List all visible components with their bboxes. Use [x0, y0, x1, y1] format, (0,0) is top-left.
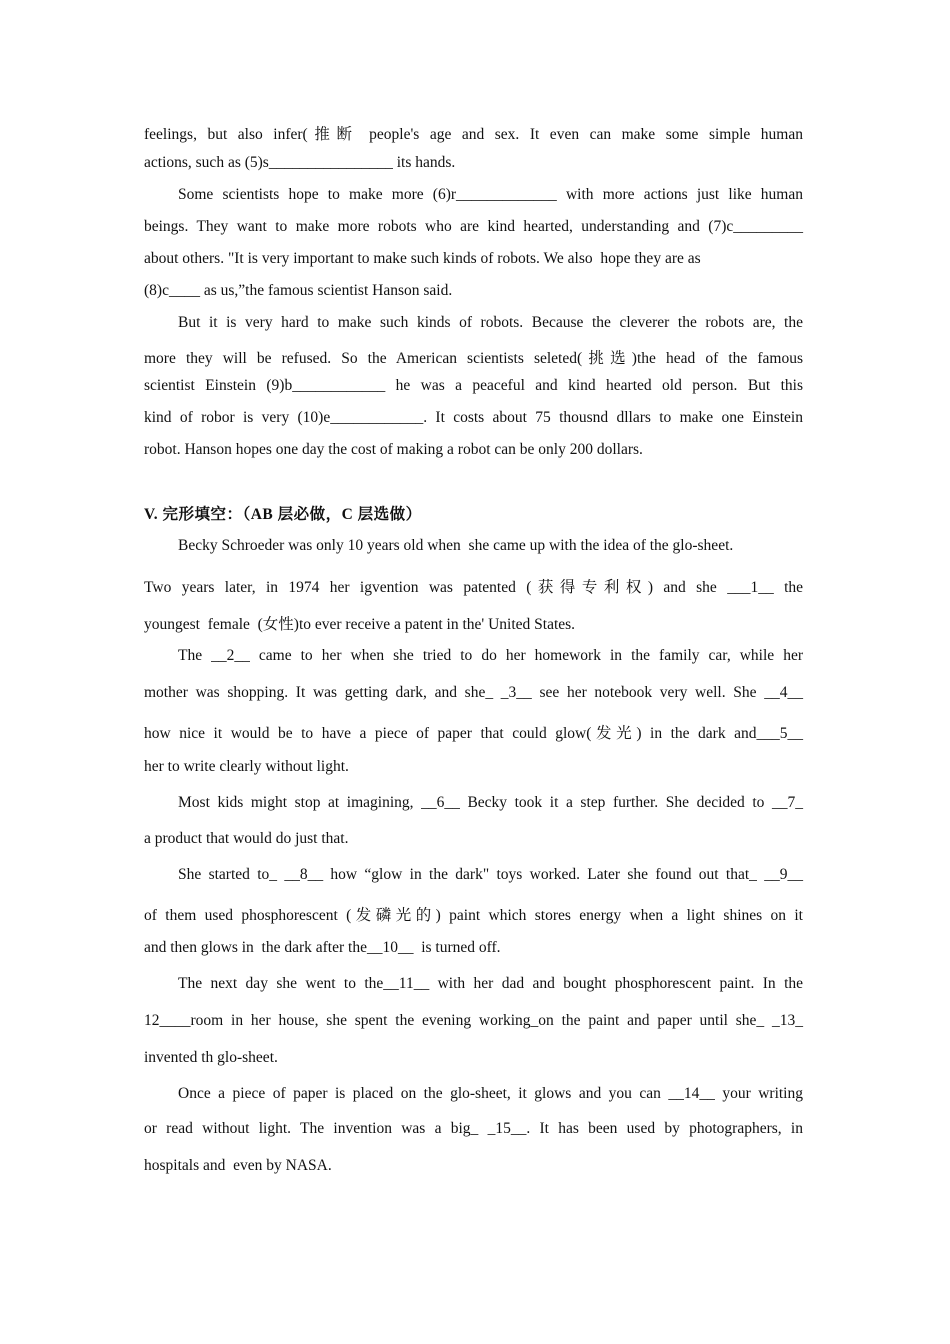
passage-line: actions, such as (5)s________________ its hands. — [144, 154, 456, 171]
passage-line: how nice it would be to have a piece of paper that could glow(发光) in the dark and___5__ — [144, 725, 803, 742]
passage-line: kind of robor is very (10)e____________. It costs about 75 thousnd dllars to make one Einstein — [144, 409, 803, 426]
passage-line: robot. Hanson hopes one day the cost of making a robot can be only 200 dollars. — [144, 441, 643, 458]
passage-line: Some scientists hope to make more (6)r_____________ with more actions just like human — [178, 186, 803, 203]
passage-line: a product that would do just that. — [144, 830, 349, 847]
section-heading: V. 完形填空：（AB 层必做，C 层选做） — [144, 506, 422, 523]
passage-line: (8)c____ as us,”the famous scientist Hanson said. — [144, 282, 453, 299]
passage-line: invented th glo-sheet. — [144, 1049, 278, 1066]
passage-line: But it is very hard to make such kinds of robots. Because the cleverer the robots are, the — [178, 314, 803, 331]
passage-line: She started to_ __8__ how “glow in the dark" toys worked. Later she found out that_ __9__ — [178, 866, 803, 883]
passage-line: Two years later, in 1974 her igvention was patented (获得专利权) and she ___1__ the — [144, 579, 803, 596]
passage-line: Becky Schroeder was only 10 years old when she came up with the idea of the glo-sheet. — [178, 537, 734, 554]
passage-line: hospitals and even by NASA. — [144, 1157, 332, 1174]
passage-line: or read without light. The invention was a big_ _15__. It has been used by photographers, in — [144, 1120, 803, 1137]
passage-line: mother was shopping. It was getting dark, and she_ _3__ see her notebook very well. She __4__ — [144, 684, 803, 701]
passage-line: and then glows in the dark after the__10__ is turned off. — [144, 939, 501, 956]
passage-line: beings. They want to make more robots who are kind hearted, understanding and (7)c_________ — [144, 218, 803, 235]
passage-line: of them used phosphorescent (发磷光的) paint which stores energy when a light shines on it — [144, 907, 803, 924]
passage-line: The __2__ came to her when she tried to do her homework in the family car, while her — [178, 647, 803, 664]
passage-line: The next day she went to the__11__ with her dad and bought phosphorescent paint. In the — [178, 975, 803, 992]
passage-line: about others. "It is very important to make such kinds of robots. We also hope they are as — [144, 250, 701, 267]
passage-line: more they will be refused. So the American scientists seleted(挑选)the head of the famous — [144, 350, 803, 367]
passage-line: Most kids might stop at imagining, __6__ Becky took it a step further. She decided to __7_ — [178, 794, 803, 811]
passage-line: 12____room in her house, she spent the evening working_on the paint and paper until she_ _13_ — [144, 1012, 803, 1029]
passage-line: scientist Einstein (9)b____________ he was a peaceful and kind hearted old person. But this — [144, 377, 803, 394]
passage-line: Once a piece of paper is placed on the glo-sheet, it glows and you can __14__ your writing — [178, 1085, 803, 1102]
passage-line: her to write clearly without light. — [144, 758, 349, 775]
passage-line: feelings, but also infer(推断 people's age and sex. It even can make some simple human — [144, 126, 803, 143]
passage-line: youngest female (女性)to ever receive a patent in the' United States. — [144, 616, 576, 633]
